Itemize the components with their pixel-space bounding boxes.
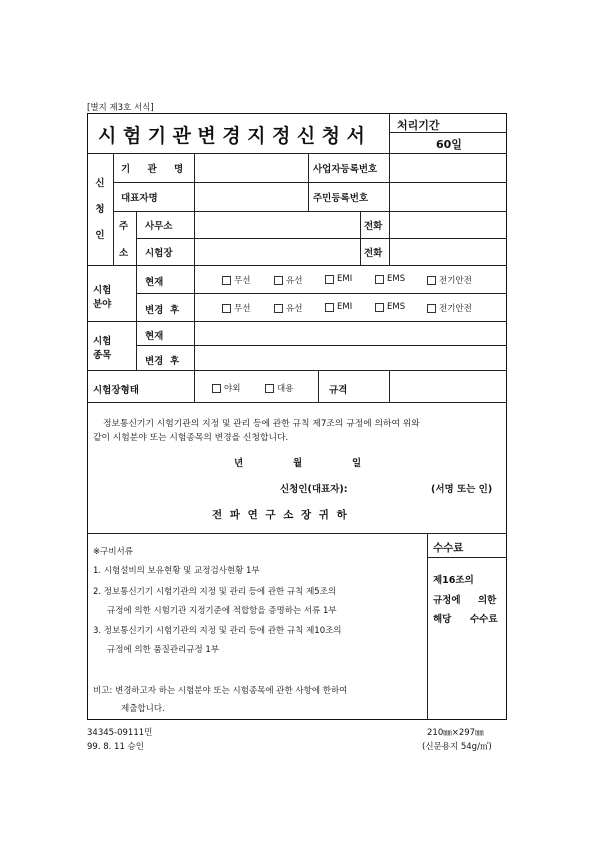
representative-field[interactable]: [196, 184, 306, 209]
org-name-label: 기 관 명: [121, 164, 191, 175]
test-item-after-field[interactable]: [196, 347, 505, 368]
date-year-label: 년: [234, 458, 244, 469]
document-item-3-line-2: 규정에 의한 품질관리규정 1부: [107, 645, 220, 655]
after-option-ems[interactable]: EMS: [375, 302, 405, 312]
document-item-2-line-1: 2. 정보통신기기 시험기관의 지정 및 관리 등에 관한 규칙 제5조의: [93, 587, 337, 597]
test-field-label-line2: 분야: [93, 299, 112, 310]
representative-label: 대표자명: [121, 193, 158, 204]
resident-reg-number-label: 주민등록번호: [313, 193, 369, 204]
note-line-2: 제출합니다.: [121, 704, 165, 714]
current-option-emi[interactable]: EMI: [325, 274, 352, 284]
processing-period-value: 60일: [436, 138, 462, 151]
note-line-1: 비고: 변경하고자 하는 시험분야 또는 시험종목에 관한 사항에 한하여: [93, 686, 348, 696]
form-number-label: [별지 제3호 서식]: [87, 103, 154, 113]
checkbox[interactable]: [222, 304, 231, 313]
test-item-label-line1: 시험: [93, 336, 112, 347]
checkbox[interactable]: [274, 276, 283, 285]
checkbox[interactable]: [375, 275, 384, 284]
fee-text-line-1: 제16조의: [433, 575, 474, 586]
current-option-wireless[interactable]: 무선: [222, 274, 250, 286]
footer-approval-date: 99. 8. 11 승인: [87, 742, 144, 752]
business-reg-number-field[interactable]: [391, 155, 505, 180]
checkbox[interactable]: [325, 303, 334, 312]
processing-period-label: 처리기간: [397, 119, 440, 132]
document-item-1: 1. 시험설비의 보유현황 및 교정검사현황 1부: [93, 566, 260, 576]
business-reg-number-label: 사업자등록번호: [313, 164, 378, 175]
checkbox[interactable]: [212, 384, 221, 393]
after-option-wireless[interactable]: 무선: [222, 302, 250, 314]
applicant-section-char-1: 신: [95, 178, 105, 189]
checkbox[interactable]: [427, 276, 436, 285]
required-documents-header: ※구비서류: [93, 547, 133, 557]
applicant-section-char-3: 인: [95, 230, 105, 241]
lab-type-option-outdoor[interactable]: 야외: [212, 382, 240, 394]
form-title: 시험기관변경지정신청서: [98, 125, 372, 147]
applicant-section-char-2: 청: [95, 204, 105, 215]
after-option-emi[interactable]: EMI: [325, 302, 352, 312]
fee-text-line-3b: 수수료: [470, 614, 498, 625]
current-option-ems[interactable]: EMS: [375, 274, 405, 284]
test-field-after-label: 변경 후: [145, 305, 180, 316]
office-phone-field[interactable]: [391, 213, 505, 236]
office-label: 사무소: [145, 221, 173, 232]
office-phone-label: 전화: [364, 221, 383, 232]
applicant-signature-label: 신청인(대표자):: [280, 484, 348, 495]
after-option-wired[interactable]: 유선: [274, 302, 302, 314]
test-field-label-line1: 시험: [93, 285, 112, 296]
checkbox[interactable]: [427, 304, 436, 313]
footer-form-code: 34345-09111민: [87, 728, 153, 738]
lab-type-label: 시험장형태: [93, 385, 139, 396]
fee-text-line-2b: 의한: [478, 595, 497, 606]
fee-text-line-3a: 해당: [433, 614, 452, 625]
checkbox[interactable]: [265, 384, 274, 393]
document-item-2-line-2: 규정에 의한 시험기관 지정기준에 적합함을 증명하는 서류 1부: [107, 606, 337, 616]
spec-label: 규격: [329, 385, 348, 396]
document-item-3-line-1: 3. 정보통신기기 시험기관의 지정 및 관리 등에 관한 규칙 제10조의: [93, 626, 342, 636]
lab-type-option-substitute[interactable]: 대용: [265, 382, 293, 394]
lab-address-field[interactable]: [196, 240, 358, 263]
spec-field[interactable]: [391, 372, 505, 400]
current-option-electrical-safety[interactable]: 전기안전: [427, 274, 472, 286]
date-month-label: 월: [293, 458, 303, 469]
footer-paper-size: 210㎜×297㎜: [427, 728, 484, 738]
date-day-label: 일: [352, 458, 362, 469]
checkbox[interactable]: [325, 275, 334, 284]
lab-phone-field[interactable]: [391, 240, 505, 263]
test-item-after-label: 변경 후: [145, 356, 180, 367]
checkbox[interactable]: [222, 276, 231, 285]
footer-paper-type: (신문용지 54g/㎡): [422, 742, 492, 752]
applicant-signature-field[interactable]: [362, 477, 426, 493]
office-address-field[interactable]: [196, 213, 358, 236]
resident-reg-number-field[interactable]: [391, 184, 505, 209]
test-field-current-label: 현재: [145, 277, 164, 288]
checkbox[interactable]: [274, 304, 283, 313]
checkbox[interactable]: [375, 303, 384, 312]
address-label-char-1: 주: [119, 221, 129, 232]
test-item-current-label: 현재: [145, 331, 164, 342]
fee-label: 수수료: [433, 542, 464, 554]
statement-line-2: 같이 시험분야 또는 시험종목의 변경을 신청합니다.: [93, 433, 289, 443]
lab-label: 시험장: [145, 248, 173, 259]
org-name-field[interactable]: [196, 155, 306, 180]
signature-note: (서명 또는 인): [431, 484, 493, 495]
lab-phone-label: 전화: [364, 248, 383, 259]
test-item-label-line2: 종목: [93, 350, 112, 361]
current-option-wired[interactable]: 유선: [274, 274, 302, 286]
address-label-char-2: 소: [119, 248, 129, 259]
addressee: 전 파 연 구 소 장 귀 하: [212, 509, 349, 521]
statement-line-1: 정보통신기기 시험기관의 지정 및 관리 등에 관한 규칙 제7조의 규정에 의하여 위와: [103, 419, 420, 429]
after-option-electrical-safety[interactable]: 전기안전: [427, 302, 472, 314]
test-item-current-field[interactable]: [196, 323, 505, 343]
fee-text-line-2a: 규정에: [433, 595, 461, 606]
